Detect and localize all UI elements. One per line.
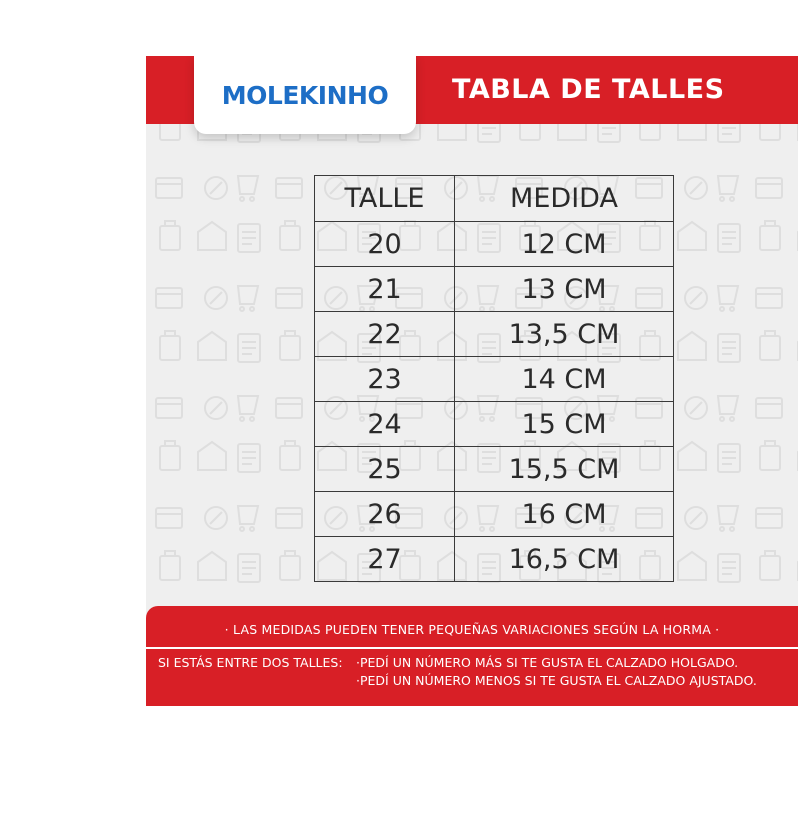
table-row: [315, 357, 674, 402]
column-header-size: TALLE: [315, 176, 455, 222]
logo-badge: [194, 56, 416, 134]
footer-notes: [146, 606, 798, 706]
table-row: [315, 222, 674, 267]
size-cell: 23: [315, 357, 455, 402]
table-row: [315, 492, 674, 537]
size-cell: 27: [315, 537, 455, 582]
size-cell: 21: [315, 267, 455, 312]
size-cell: 22: [315, 312, 455, 357]
measure-cell: 16 CM: [455, 492, 674, 537]
column-header-measure: MEDIDA: [455, 176, 674, 222]
variation-note: · LAS MEDIDAS PUEDEN TENER PEQUEÑAS VARIACIONES SEGÚN LA HORMA ·: [224, 622, 720, 637]
page-title: TABLA DE TALLES: [452, 74, 725, 105]
footer-divider: [146, 647, 798, 649]
size-cell: 25: [315, 447, 455, 492]
size-table: [314, 175, 674, 582]
table-row: [315, 267, 674, 312]
tip-smaller-size: ·PEDÍ UN NÚMERO MENOS SI TE GUSTA EL CALZADO AJUSTADO.: [356, 673, 757, 688]
table-row: [315, 537, 674, 582]
size-chart-card: [146, 56, 798, 706]
measure-cell: 13 CM: [455, 267, 674, 312]
table-header-row: [315, 176, 674, 222]
size-cell: 20: [315, 222, 455, 267]
between-sizes-label: SI ESTÁS ENTRE DOS TALLES:: [158, 655, 343, 670]
measure-cell: 13,5 CM: [455, 312, 674, 357]
measure-cell: 15,5 CM: [455, 447, 674, 492]
measure-cell: 12 CM: [455, 222, 674, 267]
measure-cell: 14 CM: [455, 357, 674, 402]
table-row: [315, 447, 674, 492]
table-row: [315, 402, 674, 447]
tip-larger-size: ·PEDÍ UN NÚMERO MÁS SI TE GUSTA EL CALZADO HOLGADO.: [356, 655, 739, 670]
brand-logo: MOLEKINHO: [221, 80, 389, 110]
measure-cell: 16,5 CM: [455, 537, 674, 582]
measure-cell: 15 CM: [455, 402, 674, 447]
size-cell: 26: [315, 492, 455, 537]
table-row: [315, 312, 674, 357]
size-cell: 24: [315, 402, 455, 447]
